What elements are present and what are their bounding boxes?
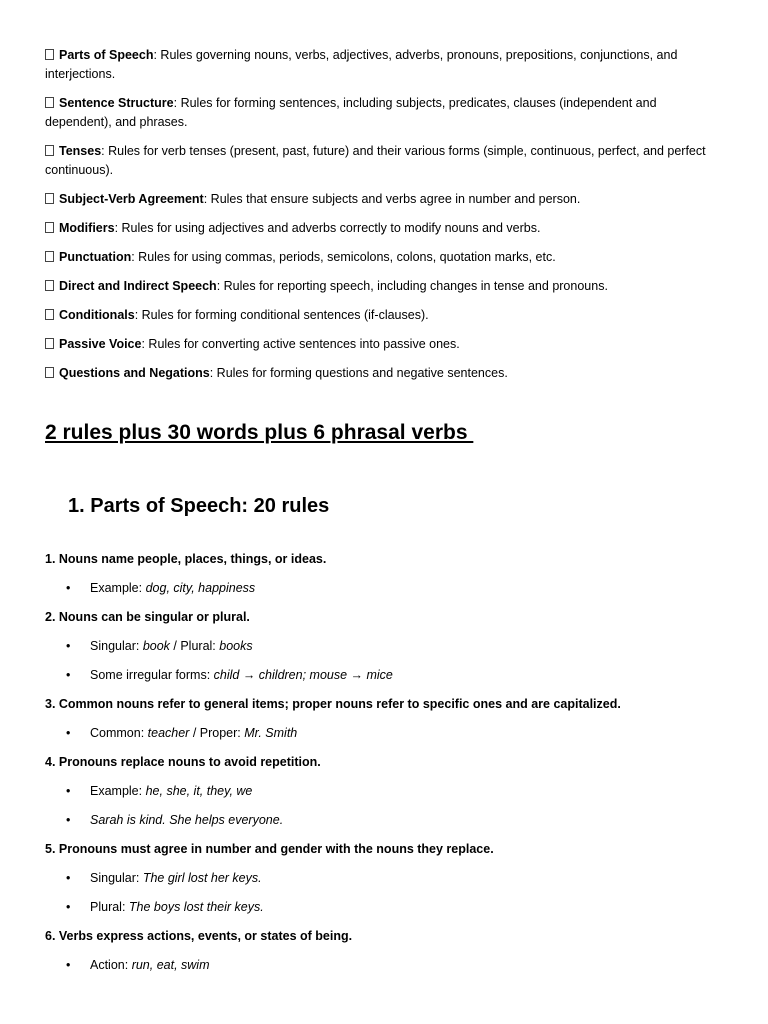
topic-item <box>45 364 725 383</box>
topic-description: : Rules for forming conditional sentences (if-clauses). <box>134 308 429 322</box>
example-text-2: books <box>219 639 253 653</box>
rule-example <box>45 956 725 975</box>
rule-example <box>45 898 725 917</box>
section-name: Parts of Speech <box>90 495 242 517</box>
bullet-icon: • <box>66 784 71 798</box>
missing-glyph-icon <box>45 49 54 60</box>
topic-description: : Rules that ensure subjects and verbs agree in number and person. <box>203 192 581 206</box>
example-text-2: Mr. Smith <box>244 726 298 740</box>
grammar-topics-list <box>45 46 725 393</box>
topic-item <box>45 142 725 180</box>
rule-example <box>45 869 725 888</box>
missing-glyph-icon <box>45 193 54 204</box>
example-label: Singular: <box>90 639 143 653</box>
example-label: Action: <box>90 958 132 972</box>
section-suffix: : 20 rules <box>241 495 330 517</box>
topic-item <box>45 306 725 325</box>
rule-heading: 1. Nouns name people, places, things, or ideas. <box>45 552 327 566</box>
topic-description: : Rules for reporting speech, including changes in tense and pronouns. <box>216 279 608 293</box>
bullet-icon: • <box>66 581 71 595</box>
section-title <box>68 495 329 518</box>
topic-title: Questions and Negations <box>59 366 210 380</box>
example-text: Sarah is kind. She helps everyone. <box>90 813 284 827</box>
example-text: child → children; mouse → mice <box>213 668 393 682</box>
bullet-icon: • <box>66 813 71 827</box>
section-number: 1. <box>68 495 85 517</box>
rule-example <box>45 579 725 598</box>
topic-title: Passive Voice <box>59 337 142 351</box>
topic-description: : Rules for using commas, periods, semicolons, colons, quotation marks, etc. <box>131 250 556 264</box>
topic-item <box>45 94 725 132</box>
rule-example <box>45 637 725 656</box>
rule-example <box>45 811 725 830</box>
bullet-icon: • <box>66 668 71 682</box>
topic-description: : Rules for forming sentences, including subjects, predicates, clauses (independent and dependent), and phrases. <box>45 96 657 129</box>
example-label-2: / Plural: <box>169 639 220 653</box>
topic-title: Parts of Speech <box>59 48 154 62</box>
rule-heading: 3. Common nouns refer to general items; proper nouns refer to specific ones and are capitalized. <box>45 697 621 711</box>
example-label: Example: <box>90 784 146 798</box>
topic-title: Conditionals <box>59 308 135 322</box>
topic-description: : Rules for using adjectives and adverbs correctly to modify nouns and verbs. <box>114 221 541 235</box>
missing-glyph-icon <box>45 222 54 233</box>
topic-title: Modifiers <box>59 221 115 235</box>
topic-item <box>45 277 725 296</box>
missing-glyph-icon <box>45 251 54 262</box>
missing-glyph-icon <box>45 97 54 108</box>
rule-heading: 6. Verbs express actions, events, or states of being. <box>45 929 353 943</box>
example-text: dog, city, happiness <box>145 581 256 595</box>
rule-example <box>45 724 725 743</box>
example-text: teacher <box>147 726 190 740</box>
topic-description: : Rules for converting active sentences into passive ones. <box>141 337 460 351</box>
bullet-icon: • <box>66 900 71 914</box>
topic-title: Sentence Structure <box>59 96 174 110</box>
example-label: Plural: <box>90 900 129 914</box>
rule-heading: 4. Pronouns replace nouns to avoid repetition. <box>45 755 321 769</box>
topic-description: : Rules for verb tenses (present, past, future) and their various forms (simple, continuous, perfect, and perfect continuous). <box>45 144 706 177</box>
missing-glyph-icon <box>45 280 54 291</box>
main-heading: 2 rules plus 30 words plus 6 phrasal verbs <box>45 421 474 444</box>
example-text: The girl lost her keys. <box>142 871 262 885</box>
example-label-2: / Proper: <box>189 726 245 740</box>
example-text: book <box>142 639 170 653</box>
rule-example <box>45 782 725 801</box>
example-text: The boys lost their keys. <box>128 900 264 914</box>
missing-glyph-icon <box>45 145 54 156</box>
example-text: run, eat, swim <box>131 958 210 972</box>
topic-description: : Rules for forming questions and negative sentences. <box>209 366 508 380</box>
topic-description: : Rules governing nouns, verbs, adjectives, adverbs, pronouns, prepositions, conjunctions, and interjections. <box>45 48 678 81</box>
bullet-icon: • <box>66 726 71 740</box>
topic-item <box>45 190 725 209</box>
topic-item <box>45 248 725 267</box>
topic-item <box>45 335 725 354</box>
topic-item <box>45 46 725 84</box>
example-label: Example: <box>90 581 146 595</box>
rules-list <box>45 550 725 985</box>
rule-heading: 2. Nouns can be singular or plural. <box>45 610 250 624</box>
example-label: Common: <box>90 726 148 740</box>
missing-glyph-icon <box>45 338 54 349</box>
bullet-icon: • <box>66 871 71 885</box>
topic-title: Direct and Indirect Speech <box>59 279 217 293</box>
bullet-icon: • <box>66 958 71 972</box>
topic-title: Subject-Verb Agreement <box>59 192 204 206</box>
missing-glyph-icon <box>45 309 54 320</box>
rule-heading: 5. Pronouns must agree in number and gender with the nouns they replace. <box>45 842 494 856</box>
example-label: Some irregular forms: <box>90 668 214 682</box>
missing-glyph-icon <box>45 367 54 378</box>
topic-title: Punctuation <box>59 250 132 264</box>
rule-example <box>45 666 725 685</box>
bullet-icon: • <box>66 639 71 653</box>
example-label: Singular: <box>90 871 143 885</box>
example-text: he, she, it, they, we <box>145 784 253 798</box>
topic-item <box>45 219 725 238</box>
topic-title: Tenses <box>59 144 102 158</box>
